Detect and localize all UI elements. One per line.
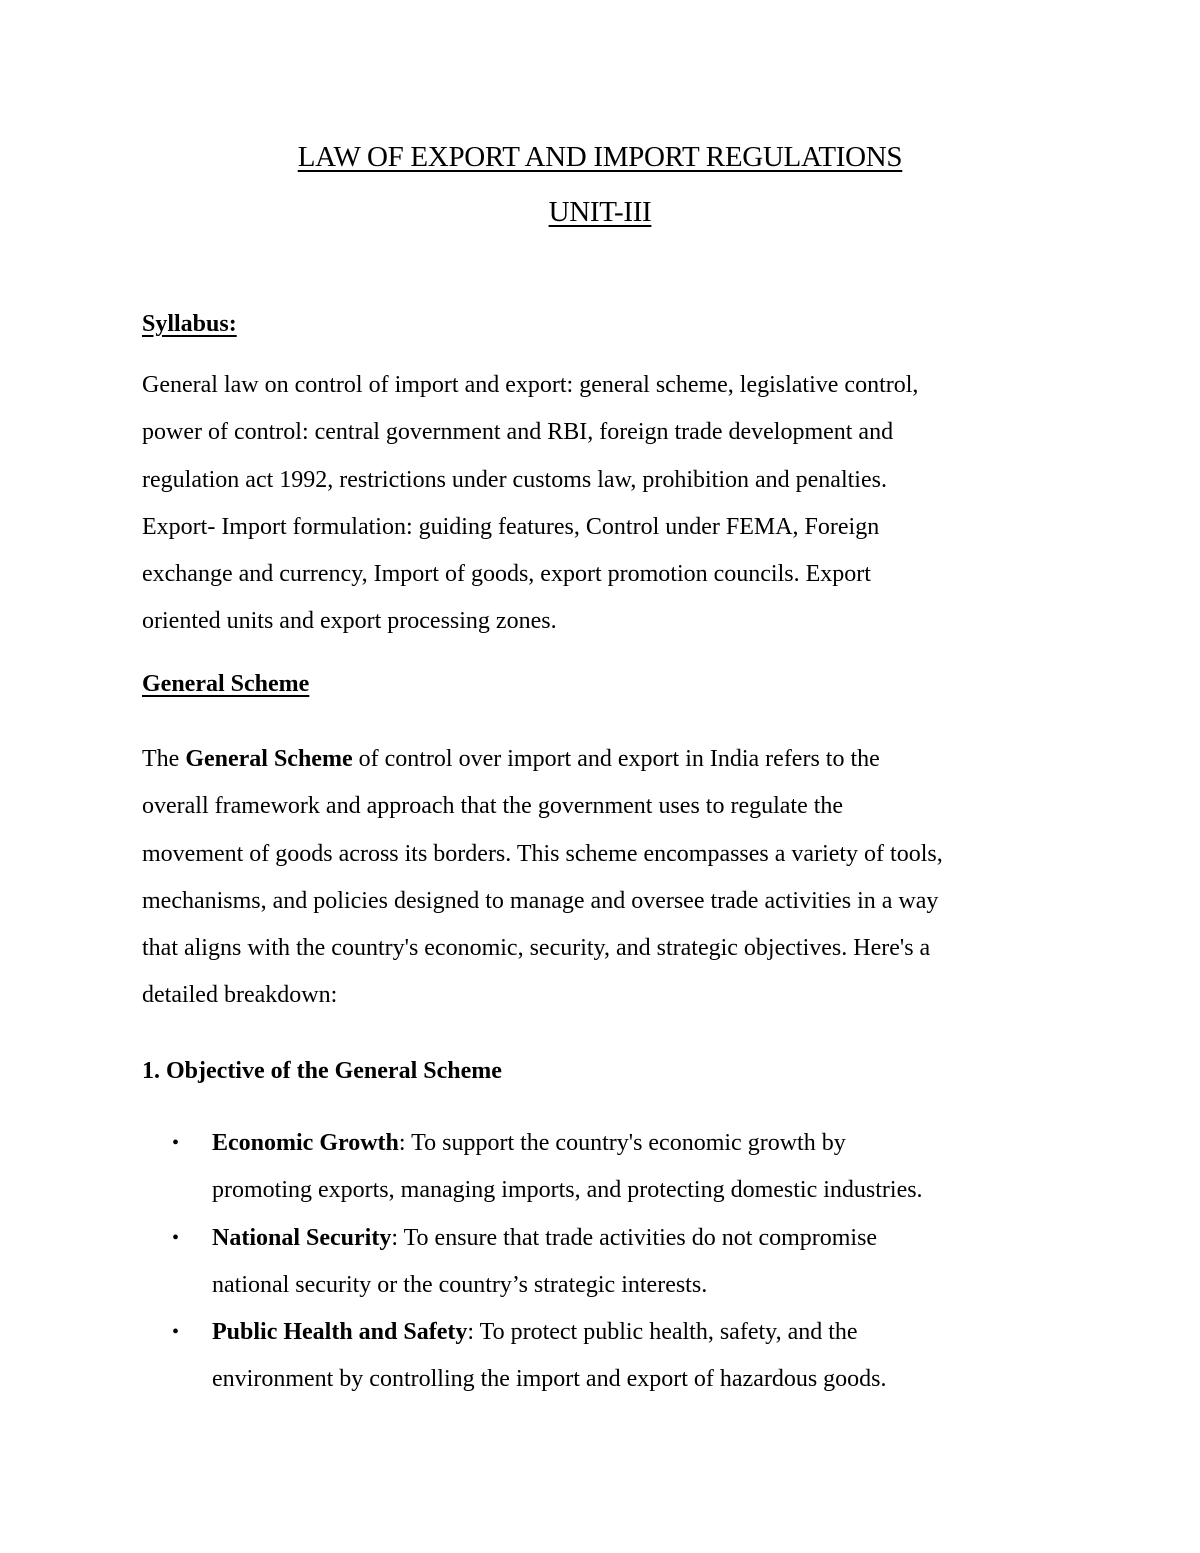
- general-scheme-heading: General Scheme: [142, 671, 310, 697]
- intro-lead: The: [142, 746, 186, 772]
- paragraph-line: overall framework and approach that the government uses to regulate the: [142, 793, 844, 820]
- bullet-text: environment by controlling the import and export of hazardous goods.: [212, 1366, 887, 1393]
- syllabus-line: oriented units and export processing zones.: [142, 608, 557, 635]
- intro-bold-term: General Scheme: [185, 746, 353, 772]
- bullet-term: National Security: [212, 1224, 392, 1251]
- unit-title: UNIT-III: [548, 196, 652, 228]
- bullet-term: Economic Growth: [212, 1130, 399, 1156]
- bullet-icon: •: [172, 1321, 180, 1344]
- paragraph-line: [142, 736, 1072, 783]
- bullet-term: Public Health and Safety: [212, 1319, 468, 1346]
- syllabus-line: exchange and currency, Import of goods, export promotion councils. Export: [142, 561, 871, 588]
- syllabus-line: power of control: central government and RBI, foreign trade development and: [142, 419, 894, 446]
- syllabus-line: Export- Import formulation: guiding features, Control under FEMA, Foreign: [142, 513, 880, 540]
- paragraph-line: detailed breakdown:: [142, 982, 338, 1009]
- syllabus-line: General law on control of import and export: general scheme, legislative control,: [142, 372, 919, 398]
- paragraph-line: that aligns with the country's economic, security, and strategic objectives. Here's a: [142, 935, 931, 962]
- document-title: LAW OF EXPORT AND IMPORT REGULATIONS: [297, 141, 903, 173]
- paragraph-line: mechanisms, and policies designed to manage and oversee trade activities in a way: [142, 887, 939, 914]
- bullet-icon: •: [172, 1226, 180, 1249]
- bullet-text: : To protect public health, safety, and the: [467, 1319, 858, 1346]
- list-item: [142, 1215, 1072, 1310]
- bullet-text: : To support the country's economic growth by: [398, 1130, 846, 1156]
- list-item: [142, 1120, 1072, 1215]
- objective-heading: 1. Objective of the General Scheme: [142, 1058, 502, 1084]
- general-scheme-paragraph: [142, 736, 1072, 1020]
- syllabus-line: regulation act 1992, restrictions under customs law, prohibition and penalties.: [142, 466, 887, 493]
- list-item: [142, 1309, 1072, 1404]
- intro-line-rest: of control over import and export in India refers to the: [352, 746, 880, 772]
- syllabus-paragraph: [142, 362, 1072, 646]
- objective-list: [142, 1120, 1072, 1404]
- syllabus-heading: Syllabus:: [142, 311, 237, 337]
- paragraph-line: movement of goods across its borders. This scheme encompasses a variety of tools,: [142, 840, 943, 867]
- bullet-text: : To ensure that trade activities do not compromise: [391, 1224, 878, 1251]
- bullet-text: promoting exports, managing imports, and protecting domestic industries.: [212, 1177, 923, 1204]
- bullet-icon: •: [172, 1132, 180, 1154]
- bullet-text: national security or the country’s strategic interests.: [212, 1271, 708, 1298]
